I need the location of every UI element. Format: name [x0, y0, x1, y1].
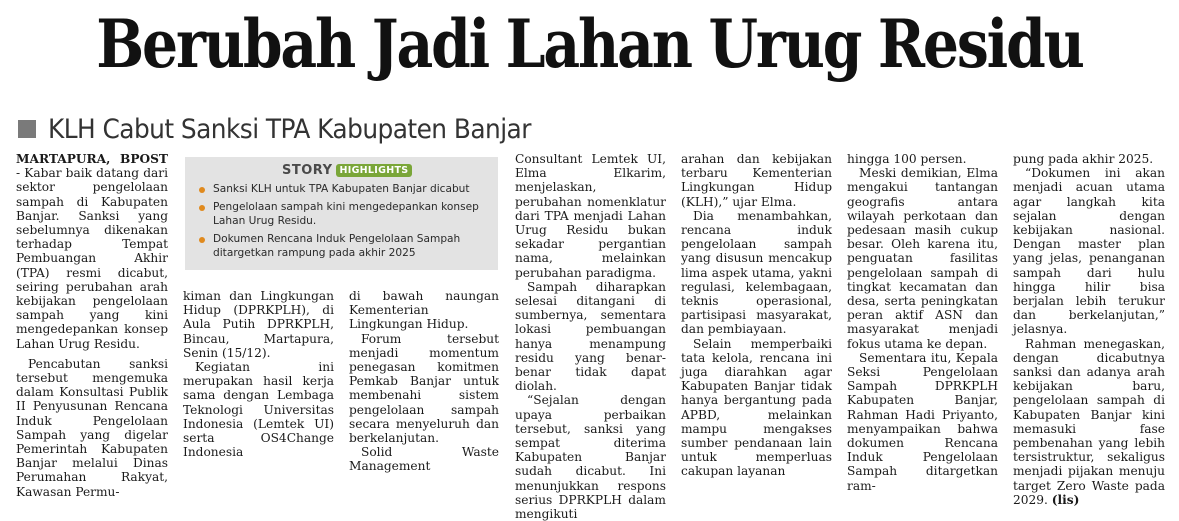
paragraph: kiman dan Lingkungan Hidup (DPRKPLH), di Aula Putih DPRKPLH, Bincau, Martapura, Senin (15/12).: [183, 289, 334, 360]
paragraph: Selain memperbaiki tata kelola, rencana ini juga diarahkan agar Kabupaten Banjar tidak hanya bergantung pada APBD, melainkan mampu mengakses sumber pendanaan lain untuk memperluas cakupan layanan: [681, 336, 832, 479]
paragraph: Forum tersebut menjadi momentum penegasan komitmen Pemkab Banjar untuk membenahi sistem pengelolaan sampah secara menyeluruh dan berkelanjutan.: [349, 331, 499, 446]
paragraph: Dia menambahkan, rencana induk pengelolaan sampah yang disusun mencakup lima aspek utama, yakni regulasi, kelembagaan, teknis operasional, partisipasi masyarakat, dan pembiayaan.: [681, 208, 832, 337]
paragraph: Sampah diharapkan selesai ditangani di sumbernya, sementara lokasi pembuangan hanya menampung residu yang benar-benar tidak dapat diolah.: [515, 279, 666, 394]
highlights-tag: HIGHLIGHTS: [336, 164, 413, 177]
story-highlights-box: [185, 157, 498, 270]
headline: Berubah Jadi Lahan Urug Residu: [96, 5, 1083, 83]
paragraph: di bawah naungan Kementerian Lingkungan Hidup.: [349, 289, 499, 332]
article-column-6: [847, 152, 998, 493]
paragraph: Solid Waste Management: [349, 445, 499, 474]
paragraph: hingga 100 persen.: [847, 152, 967, 166]
subheadline: [18, 113, 573, 145]
author-signature: (lis): [1051, 492, 1080, 507]
bullet-dot-icon: [199, 205, 205, 211]
highlights-list: [199, 183, 489, 265]
article-column-4: [515, 152, 666, 521]
article-column-7: [1013, 152, 1165, 507]
highlights-title: [282, 162, 412, 178]
paragraph: Consultant Lemtek UI, Elma Elkarim, menjelaskan, perubahan nomenklatur dari TPA menjadi Lahan Urug Residu bukan sekadar pergantian nama, melainkan perubahan paradigma.: [515, 152, 666, 280]
paragraph: Rahman menegaskan, dengan dicabutnya sanksi dan adanya arah kebijakan baru, pengelolaan sampah di Kabupaten Banjar kini memasuki fase pembenahan yang lebih tersistruktur, sekaligus menjadi pijakan menuju target Zero Waste pada 2029. (lis): [1013, 336, 1165, 507]
square-bullet-icon: [18, 120, 36, 138]
paragraph: arahan dan kebijakan terbaru Kementerian Lingkungan Hidup (KLH),” ujar Elma.: [681, 152, 832, 209]
lead-text: - Kabar baik datang dari sektor pengelolaan sampah di Kabupaten Banjar. Sanksi yang sebelumnya dikenakan terhadap Tempat Pembuangan Akhir (TPA) resmi dicabut, seiring perubahan arah kebijakan pengelolaan sampah yang kini mengedepankan konsep Lahan Urug Residu.: [16, 166, 168, 351]
article-column-1: [16, 152, 168, 499]
paragraph: Sementara itu, Kepala Seksi Pengelolaan Sampah DPRKPLH Kabupaten Banjar, Rahman Hadi Priyanto, menyampaikan bahwa dokumen Rencana Induk Pengelolaan Sampah ditargetkan ram-: [847, 350, 998, 493]
article-column-2: [183, 289, 334, 459]
highlight-item: Sanksi KLH untuk TPA Kabupaten Banjar dicabut: [199, 183, 489, 196]
paragraph: Pencabutan sanksi tersebut mengemuka dalam Konsultasi Publik II Penyusunan Rencana Induk Pengelolaan Sampah yang digelar Pemerintah Kabupaten Banjar melalui Dinas Perumahan Rakyat, Kawasan Permu-: [16, 356, 168, 499]
dateline: MARTAPURA, BPOST: [16, 152, 168, 166]
paragraph: “Sejalan dengan upaya perbaikan tersebut, sanksi yang sempat diterima Kabupaten Banjar sudah dicabut. Ini menunjukkan respons serius DPRKPLH dalam mengikuti: [515, 393, 666, 521]
lead-paragraph: [16, 152, 168, 351]
paragraph: pung pada akhir 2025.: [1013, 152, 1154, 166]
highlight-item: Dokumen Rencana Induk Pengelolaan Sampah ditargetkan rampung pada akhir 2025: [199, 233, 489, 260]
highlight-item: Pengelolaan sampah kini mengedepankan konsep Lahan Urug Residu.: [199, 201, 489, 228]
bullet-dot-icon: [199, 237, 205, 243]
paragraph: Meski demikian, Elma mengakui tantangan geografis antara wilayah perkotaan dan pedesaan masih cukup besar. Oleh karena itu, penguatan fasilitas pengelolaan sampah di tingkat kecamatan dan desa, serta peningkatan peran aktif ASN dan masyarakat menjadi fokus utama ke depan.: [847, 166, 998, 351]
story-label: STORY: [282, 162, 333, 178]
article-column-3: [349, 289, 499, 474]
bullet-dot-icon: [199, 187, 205, 193]
subheadline-text: KLH Cabut Sanksi TPA Kabupaten Banjar: [48, 113, 531, 145]
paragraph: Kegiatan ini merupakan hasil kerja sama dengan Lembaga Teknologi Universitas Indonesia (Lemtek UI) serta OS4Change Indonesia: [183, 360, 334, 460]
paragraph: “Dokumen ini akan menjadi acuan utama agar langkah kita sejalan dengan kebijakan nasional. Dengan master plan yang jelas, penanganan sampah dari hulu hingga hilir bisa berjalan lebih terukur dan berkelanjutan,” jelasnya.: [1013, 166, 1165, 337]
